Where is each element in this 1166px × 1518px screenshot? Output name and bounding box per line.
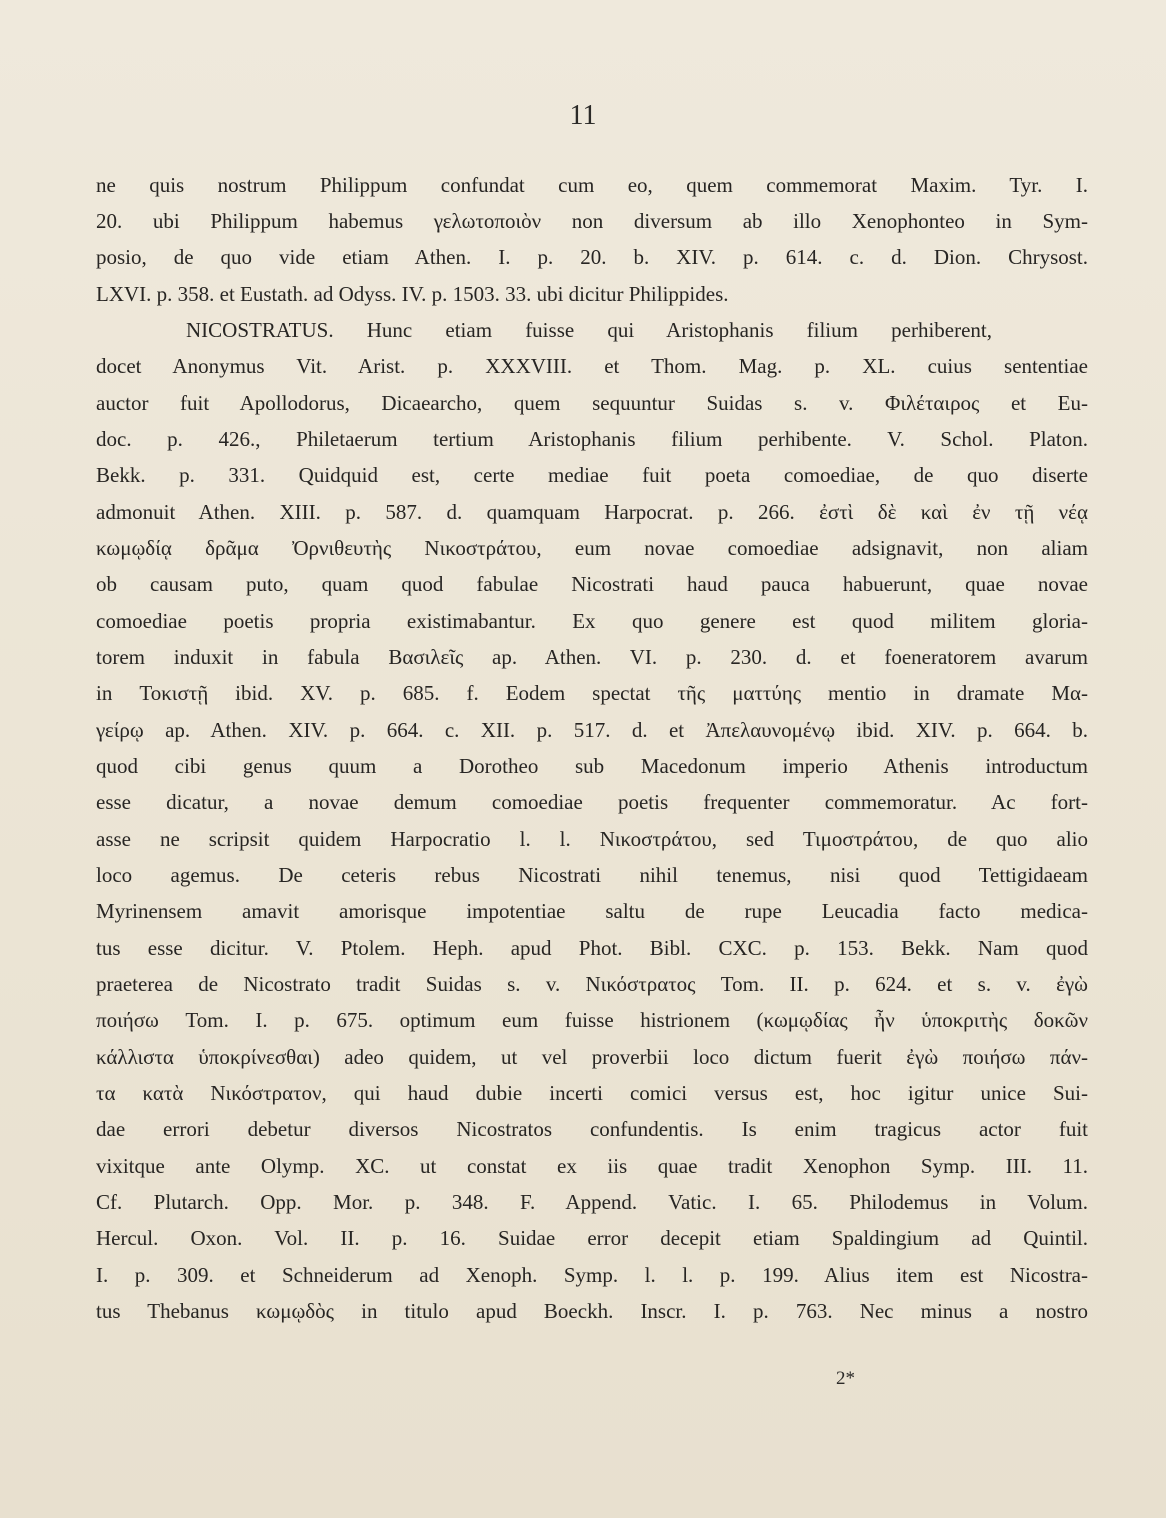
text-line: torem induxit in fabula Βασιλεῖς ap. Athen. VI. p. 230. d. et foeneratorem avarum [96, 645, 1088, 669]
text-line: dae errori debetur diversos Nicostratos confundentis. Is enim tragicus actor fuit [96, 1117, 1088, 1141]
text-line: in Τοκιστῇ ibid. XV. p. 685. f. Eodem spectat τῆς ματτύης mentio in dramate Μα- [96, 681, 1088, 705]
text-line: tus Thebanus κωμῳδὸς in titulo apud Boeckh. Inscr. I. p. 763. Nec minus a nostro [96, 1299, 1088, 1323]
page-number: 11 [569, 100, 597, 131]
text-line: quod cibi genus quum a Dorotheo sub Macedonum imperio Athenis introductum [96, 754, 1088, 778]
text-line: I. p. 309. et Schneiderum ad Xenoph. Symp. l. l. p. 199. Alius item est Nicostra- [96, 1263, 1088, 1287]
text-line: κωμῳδίᾳ δρᾶμα Ὀρνιθευτὴς Νικοστράτου, eum novae comoediae adsignavit, non aliam [96, 536, 1088, 560]
text-line: admonuit Athen. XIII. p. 587. d. quamquam Harpocrat. p. 266. ἐστὶ δὲ καὶ ἐν τῇ νέᾳ [96, 500, 1088, 524]
text-line: praeterea de Nicostrato tradit Suidas s. v. Νικόστρατος Tom. II. p. 624. et s. v. ἐγὼ [96, 972, 1088, 996]
paragraph-start-line: NICOSTRATUS. Hunc etiam fuisse qui Aristophanis filium perhiberent, [186, 318, 992, 342]
text-line: vixitque ante Olymp. XC. ut constat ex iis quae tradit Xenophon Symp. III. 11. [96, 1154, 1088, 1178]
text-line: τα κατὰ Νικόστρατον, qui haud dubie incerti comici versus est, hoc igitur unice Sui- [96, 1081, 1088, 1105]
text-line: γείρῳ ap. Athen. XIV. p. 664. c. XII. p. 517. d. et Ἀπελαυνομένῳ ibid. XIV. p. 664. b. [96, 718, 1088, 742]
text-line: ποιήσω Tom. I. p. 675. optimum eum fuisse histrionem (κωμῳδίας ἦν ὑποκριτὴς δοκῶν [96, 1008, 1088, 1032]
text-line: posio, de quo vide etiam Athen. I. p. 20. b. XIV. p. 614. c. d. Dion. Chrysost. [96, 245, 1088, 269]
text-line: Bekk. p. 331. Quidquid est, certe mediae fuit poeta comoediae, de quo diserte [96, 463, 1088, 487]
text-line: esse dicatur, a novae demum comoediae poetis frequenter commemoratur. Ac fort- [96, 790, 1088, 814]
text-line: LXVI. p. 358. et Eustath. ad Odyss. IV. p. 1503. 33. ubi dicitur Philippides. [96, 282, 729, 306]
text-line: loco agemus. De ceteris rebus Nicostrati nihil tenemus, nisi quod Tettigidaeam [96, 863, 1088, 887]
text-line: Myrinensem amavit amorisque impotentiae saltu de rupe Leucadia facto medica- [96, 899, 1088, 923]
text-line: asse ne scripsit quidem Harpocratio l. l. Νικοστράτου, sed Τιμοστράτου, de quo alio [96, 827, 1088, 851]
text-line: ob causam puto, quam quod fabulae Nicostrati haud pauca habuerunt, quae novae [96, 572, 1088, 596]
signature-mark: 2* [836, 1368, 855, 1389]
text-line: tus esse dicitur. V. Ptolem. Heph. apud Phot. Bibl. CXC. p. 153. Bekk. Nam quod [96, 936, 1088, 960]
text-line: docet Anonymus Vit. Arist. p. XXXVIII. et Thom. Mag. p. XL. cuius sententiae [96, 354, 1088, 378]
text-line: Hercul. Oxon. Vol. II. p. 16. Suidae error decepit etiam Spaldingium ad Quintil. [96, 1226, 1088, 1250]
text-line: 20. ubi Philippum habemus γελωτοποιὸν non diversum ab illo Xenophonteo in Sym- [96, 209, 1088, 233]
text-line: doc. p. 426., Philetaerum tertium Aristophanis filium perhibente. V. Schol. Platon. [96, 427, 1088, 451]
text-line: κάλλιστα ὑποκρίνεσθαι) adeo quidem, ut vel proverbii loco dictum fuerit ἐγὼ ποιήσω πάν- [96, 1045, 1088, 1069]
body-text [0, 166, 1166, 1366]
text-line: ne quis nostrum Philippum confundat cum eo, quem commemorat Maxim. Tyr. I. [96, 173, 1088, 197]
text-line: Cf. Plutarch. Opp. Mor. p. 348. F. Append. Vatic. I. 65. Philodemus in Volum. [96, 1190, 1088, 1214]
text-line: auctor fuit Apollodorus, Dicaearcho, quem sequuntur Suidas s. v. Φιλέταιρος et Eu- [96, 391, 1088, 415]
text-line: comoediae poetis propria existimabantur. Ex quo genere est quod militem gloria- [96, 609, 1088, 633]
